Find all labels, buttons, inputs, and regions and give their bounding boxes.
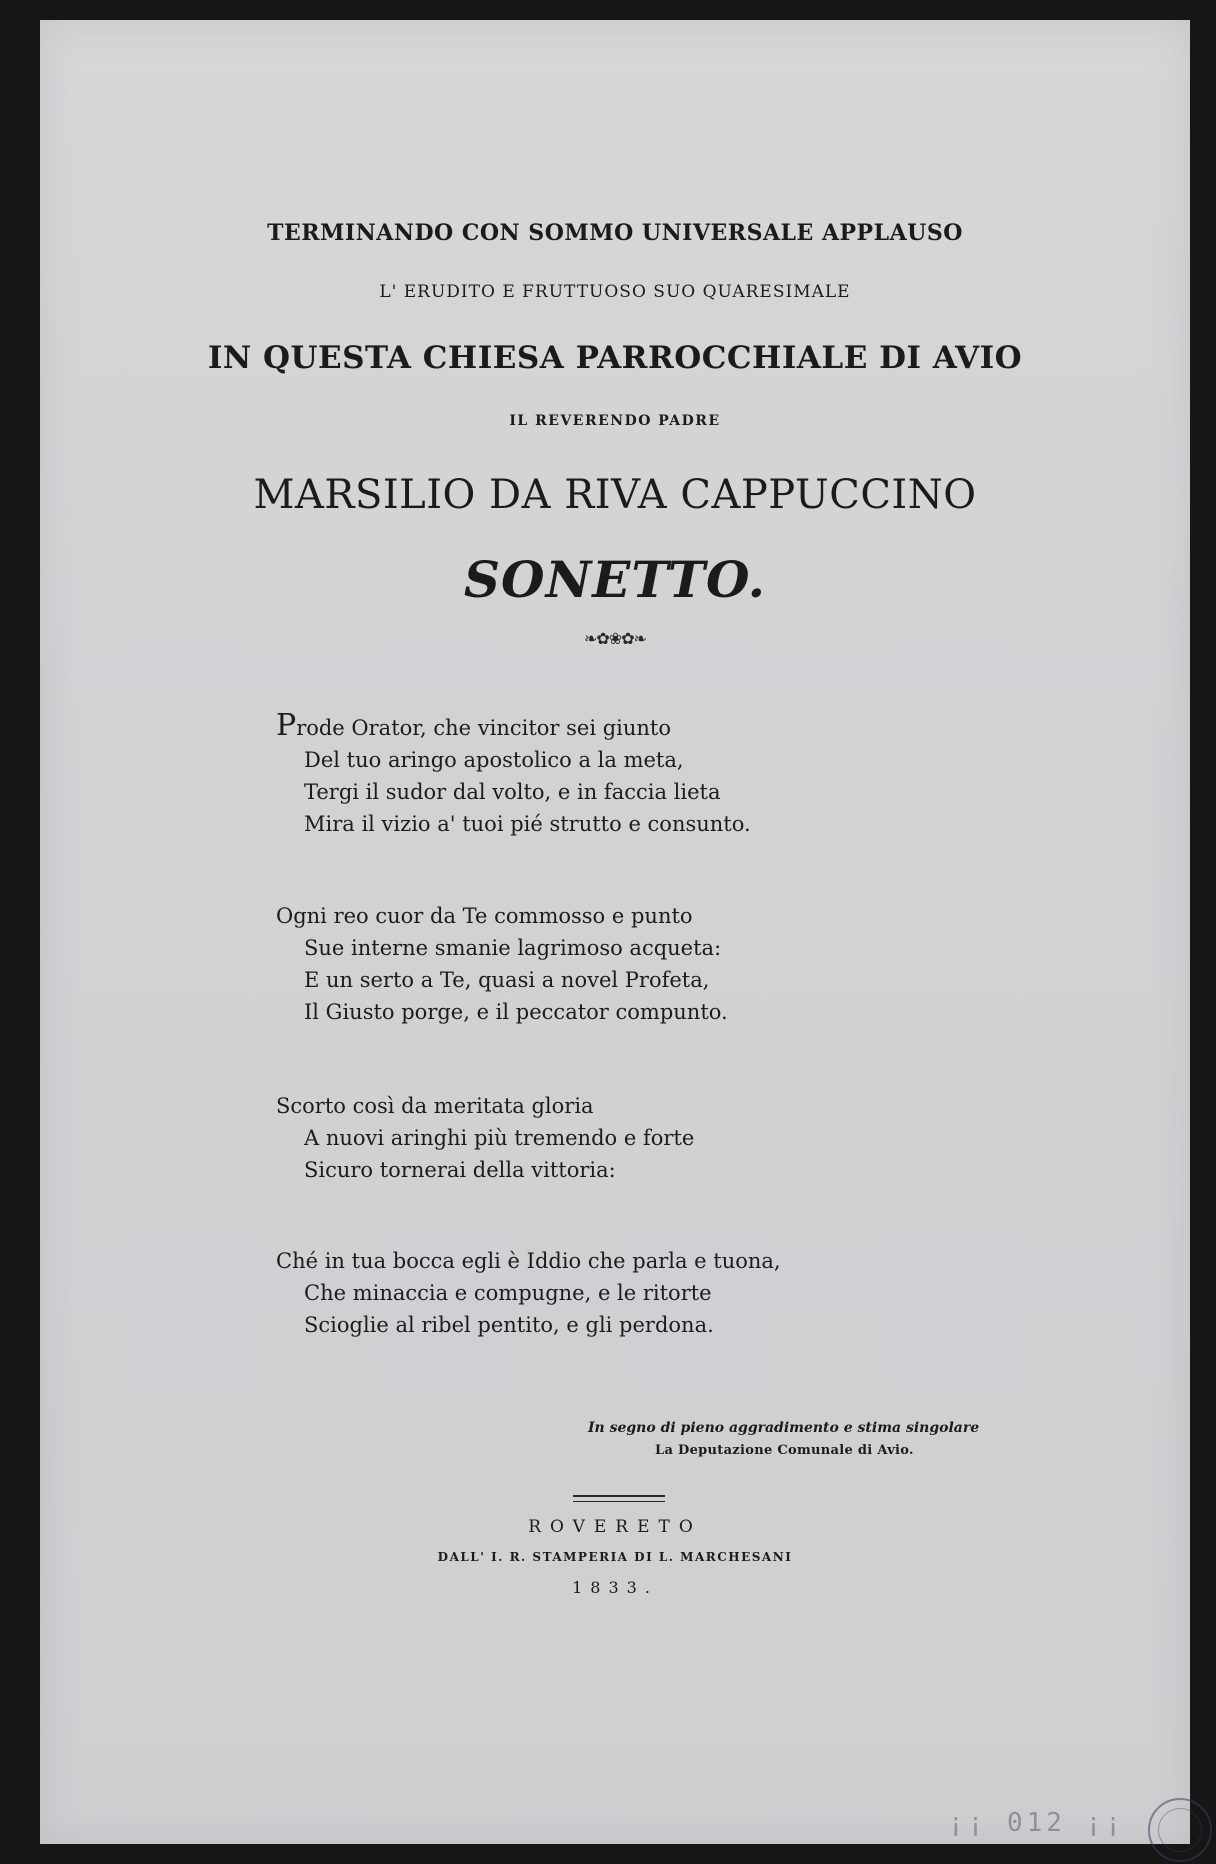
header-line-1: TERMINANDO CON SOMMO UNIVERSALE APPLAUSO [267, 220, 963, 246]
poem-line: Tergi il sudor dal volto, e in faccia lieta [304, 780, 721, 804]
poem-line [276, 710, 751, 744]
imprint-place: ROVERETO [528, 1517, 702, 1537]
poem-line: Ogni reo cuor da Te commosso e punto [276, 904, 693, 928]
header-line-2: L' ERUDITO E FRUTTUOSO SUO QUARESIMALE [379, 282, 851, 302]
poem-line: Che minaccia e compugne, e le ritorte [304, 1281, 712, 1305]
poem-line: Scioglie al ribel pentito, e gli perdona. [304, 1313, 714, 1337]
poem-line: Scorto così da meritata gloria [276, 1094, 594, 1118]
poem-line: Ché in tua bocca egli è Iddio che parla e tuona, [276, 1249, 781, 1273]
imprint-year: 1833. [572, 1578, 658, 1597]
dedication: In segno di pieno aggradimento e stima singolare [588, 1420, 980, 1436]
poem-stanza-4 [276, 1245, 781, 1341]
page-title: SONETTO. [463, 550, 767, 609]
divider [573, 1495, 665, 1497]
imprint-printer: DALL' I. R. STAMPERIA DI L. MARCHESANI [437, 1550, 793, 1564]
divider [573, 1501, 665, 1502]
broadside-sheet [40, 20, 1190, 1844]
header-line-4: IL REVERENDO PADRE [509, 413, 721, 429]
poem-stanza-2 [276, 900, 728, 1028]
poem-line: E un serto a Te, quasi a novel Profeta, [304, 968, 710, 992]
signature: La Deputazione Comunale di Avio. [655, 1443, 914, 1458]
poem-line: Del tuo aringo apostolico a la meta, [304, 748, 684, 772]
floral-ornament-icon: ❧✿❀✿❧ [583, 629, 647, 648]
poem-line: Mira il vizio a' tuoi pié strutto e consunto. [304, 812, 751, 836]
header-honoree: MARSILIO DA RIVA CAPPUCCINO [253, 472, 977, 518]
header-line-3: IN QUESTA CHIESA PARROCCHIALE DI AVIO [207, 340, 1023, 376]
poem-stanza-3 [276, 1090, 694, 1186]
poem-line: Sicuro tornerai della vittoria: [304, 1158, 616, 1182]
shelfmark: ¡¡ 012 ¡¡ [948, 1808, 1125, 1838]
library-stamp-icon [1148, 1798, 1212, 1862]
poem-line: Il Giusto porge, e il peccator compunto. [304, 1000, 728, 1024]
poem-line-text: rode Orator, che vincitor sei giunto [296, 716, 672, 740]
poem-line: A nuovi aringhi più tremendo e forte [304, 1126, 695, 1150]
poem-line: Sue interne smanie lagrimoso acqueta: [304, 936, 722, 960]
poem-stanza-1 [276, 710, 751, 840]
drop-letter: P [276, 708, 297, 743]
